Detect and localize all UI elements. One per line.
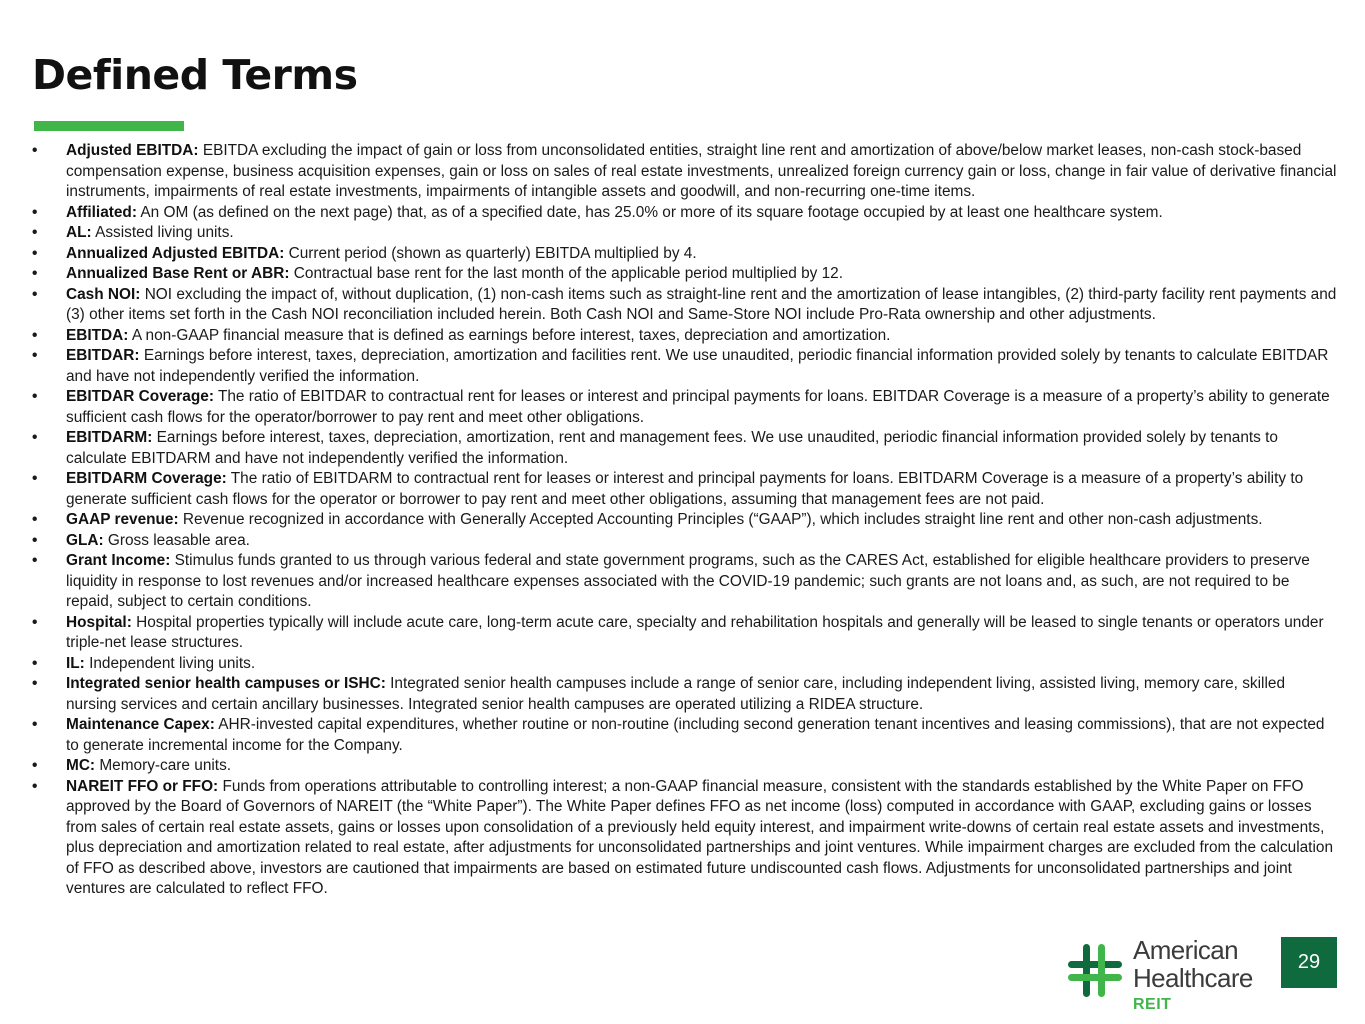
term-item bbox=[32, 531, 1338, 552]
term-name: Cash NOI: bbox=[66, 285, 141, 303]
term-name: Grant Income: bbox=[66, 552, 171, 569]
term-item bbox=[32, 141, 1338, 203]
term-name: Adjusted EBITDA: bbox=[66, 142, 199, 159]
term-item bbox=[32, 756, 1338, 777]
term-name: GLA: bbox=[66, 531, 104, 549]
term-name: NAREIT FFO or FFO: bbox=[66, 777, 219, 795]
term-item bbox=[32, 510, 1338, 531]
company-logo bbox=[1066, 937, 1266, 1013]
term-definition: AHR-invested capital expenditures, whether routine or non-routine (including second generation tenant incentives and leasing commissions), that are not expected to generate incremental income for the Company. bbox=[66, 716, 1325, 754]
term-definition: Funds from operations attributable to controlling interest; a non-GAAP financial measure, consistent with the standards established by the White Paper on FFO approved by the Board of Governors of NAREIT (the “White Paper”). The White Paper defines FFO as net income (loss) computed in accordance with GAAP, excluding gains or losses from sales of certain real estate assets, gains or losses upon consolidation of a previously held equity interest, and impairment write-downs of certain real estate assets and investments, plus depreciation and amortization related to real estate, after adjustments for unconsolidated partnerships and joint ventures. While impairment charges are excluded from the calculation of FFO as described above, investors are cautioned that impairments are based on estimated future undiscounted cash flows. Adjustments for unconsolidated partnerships and joint ventures are calculated to reflect FFO. bbox=[66, 777, 1333, 897]
term-definition: Hospital properties typically will include acute care, long-term acute care, specialty and rehabilitation hospitals and generally will be leased to single tenants or operators under triple-net lease structures. bbox=[66, 613, 1324, 651]
term-definition: Assisted living units. bbox=[95, 224, 234, 241]
term-definition: A non-GAAP financial measure that is defined as earnings before interest, taxes, depreciation and amortization. bbox=[131, 326, 891, 344]
term-item bbox=[32, 203, 1338, 224]
term-item bbox=[32, 715, 1338, 756]
term-definition: Earnings before interest, taxes, depreciation, amortization, rent and management fees. We use unaudited, periodic financial information provided solely by tenants to calculate EBITDARM and have not independently verified the information. bbox=[66, 429, 1278, 467]
logo-line-reit: REIT bbox=[1133, 996, 1172, 1013]
logo-wordmark bbox=[1133, 937, 1253, 1014]
term-item bbox=[32, 387, 1338, 428]
term-definition: The ratio of EBITDAR to contractual rent for leases or interest and principal payments for loans. EBITDAR Coverage is a measure of a property’s ability to generate sufficient cash flows for the operator/borrower to pay rent and meet other obligations. bbox=[66, 388, 1330, 426]
term-definition: Stimulus funds granted to us through various federal and state government programs, such as the CARES Act, established for eligible healthcare providers to preserve liquidity in response to lost revenues and/or increased healthcare expenses associated with the COVID-19 pandemic; such grants are not loans and, as such, are not required to be repaid, subject to certain conditions. bbox=[66, 552, 1310, 610]
title-accent-bar bbox=[34, 121, 184, 131]
term-item bbox=[32, 326, 1338, 347]
term-name: MC: bbox=[66, 757, 96, 774]
term-definition: Earnings before interest, taxes, depreciation, amortization and facilities rent. We use unaudited, periodic financial information provided solely by tenants to calculate EBITDAR and have not independently verified the information. bbox=[66, 347, 1329, 385]
term-name: Annualized Base Rent or ABR: bbox=[66, 265, 290, 282]
term-name: EBITDAR Coverage: bbox=[66, 388, 214, 405]
term-definition: EBITDA excluding the impact of gain or loss from unconsolidated entities, straight line rent and amortization of above/below market leases, non-cash stock-based compensation expense, business acquisition expenses, gain or loss on sales of real estate investments, unrealized foreign currency gain or loss, change in fair value of derivative financial instruments, impairments of real estate investments, impairments of intangible assets and goodwill, and non-recurring one-time items. bbox=[66, 142, 1337, 200]
term-definition: An OM (as defined on the next page) that, as of a specified date, has 25.0% or more of its square footage occupied by at least one healthcare system. bbox=[140, 203, 1163, 221]
term-definition: Current period (shown as quarterly) EBITDA multiplied by 4. bbox=[288, 244, 697, 262]
logo-line-healthcare: Healthcare bbox=[1133, 963, 1253, 993]
term-name: EBITDA: bbox=[66, 326, 129, 344]
term-name: Affiliated: bbox=[66, 203, 137, 221]
term-item bbox=[32, 428, 1338, 469]
term-item bbox=[32, 613, 1338, 654]
term-item bbox=[32, 244, 1338, 265]
term-name: EBITDAR: bbox=[66, 347, 140, 364]
term-item bbox=[32, 223, 1338, 244]
term-item bbox=[32, 654, 1338, 675]
term-name: Hospital: bbox=[66, 613, 132, 631]
term-name: Maintenance Capex: bbox=[66, 716, 215, 733]
term-name: EBITDARM: bbox=[66, 429, 153, 446]
term-definition: Integrated senior health campuses include a range of senior care, including independent living, assisted living, memory care, skilled nursing services and certain ancillary businesses. Integrated senior health campuses are operated utilizing a RIDEA structure. bbox=[66, 675, 1286, 713]
term-name: IL: bbox=[66, 654, 85, 672]
term-definition: Contractual base rent for the last month of the applicable period multiplied by 12. bbox=[293, 265, 844, 282]
term-item bbox=[32, 469, 1338, 510]
term-item bbox=[32, 346, 1338, 387]
term-name: Integrated senior health campuses or ISHC: bbox=[66, 675, 386, 692]
term-name: GAAP revenue: bbox=[66, 511, 179, 528]
page-number-badge: 29 bbox=[1281, 937, 1337, 988]
term-definition: Memory-care units. bbox=[99, 757, 232, 774]
term-definition: Independent living units. bbox=[89, 654, 256, 672]
cross-logo-icon bbox=[1066, 941, 1124, 999]
term-item bbox=[32, 551, 1338, 613]
page-title: Defined Terms bbox=[32, 51, 358, 99]
defined-terms-list bbox=[32, 141, 1338, 900]
term-item bbox=[32, 285, 1338, 326]
term-name: EBITDARM Coverage: bbox=[66, 470, 227, 487]
term-item bbox=[32, 264, 1338, 285]
term-definition: The ratio of EBITDARM to contractual rent for leases or interest and principal payments for loans. EBITDARM Coverage is a measure of a property’s ability to generate sufficient cash flows for the operator or borrower to pay rent and meet other obligations, assuming that management fees are not paid. bbox=[66, 470, 1304, 508]
term-name: AL: bbox=[66, 224, 92, 241]
term-name: Annualized Adjusted EBITDA: bbox=[66, 244, 285, 262]
term-definition: NOI excluding the impact of, without duplication, (1) non-cash items such as straight-line rent and the amortization of lease intangibles, (2) third-party facility rent payments and (3) other items set forth in the Cash NOI reconciliation included herein. Both Cash NOI and Same-Store NOI include Pro-Rata ownership and other adjustments. bbox=[66, 285, 1337, 323]
logo-line-american: American bbox=[1133, 935, 1239, 965]
term-definition: Gross leasable area. bbox=[107, 531, 250, 549]
term-item bbox=[32, 674, 1338, 715]
term-definition: Revenue recognized in accordance with Generally Accepted Accounting Principles (“GAAP”), which includes straight line rent and other non-cash adjustments. bbox=[182, 511, 1263, 528]
term-item bbox=[32, 777, 1338, 900]
